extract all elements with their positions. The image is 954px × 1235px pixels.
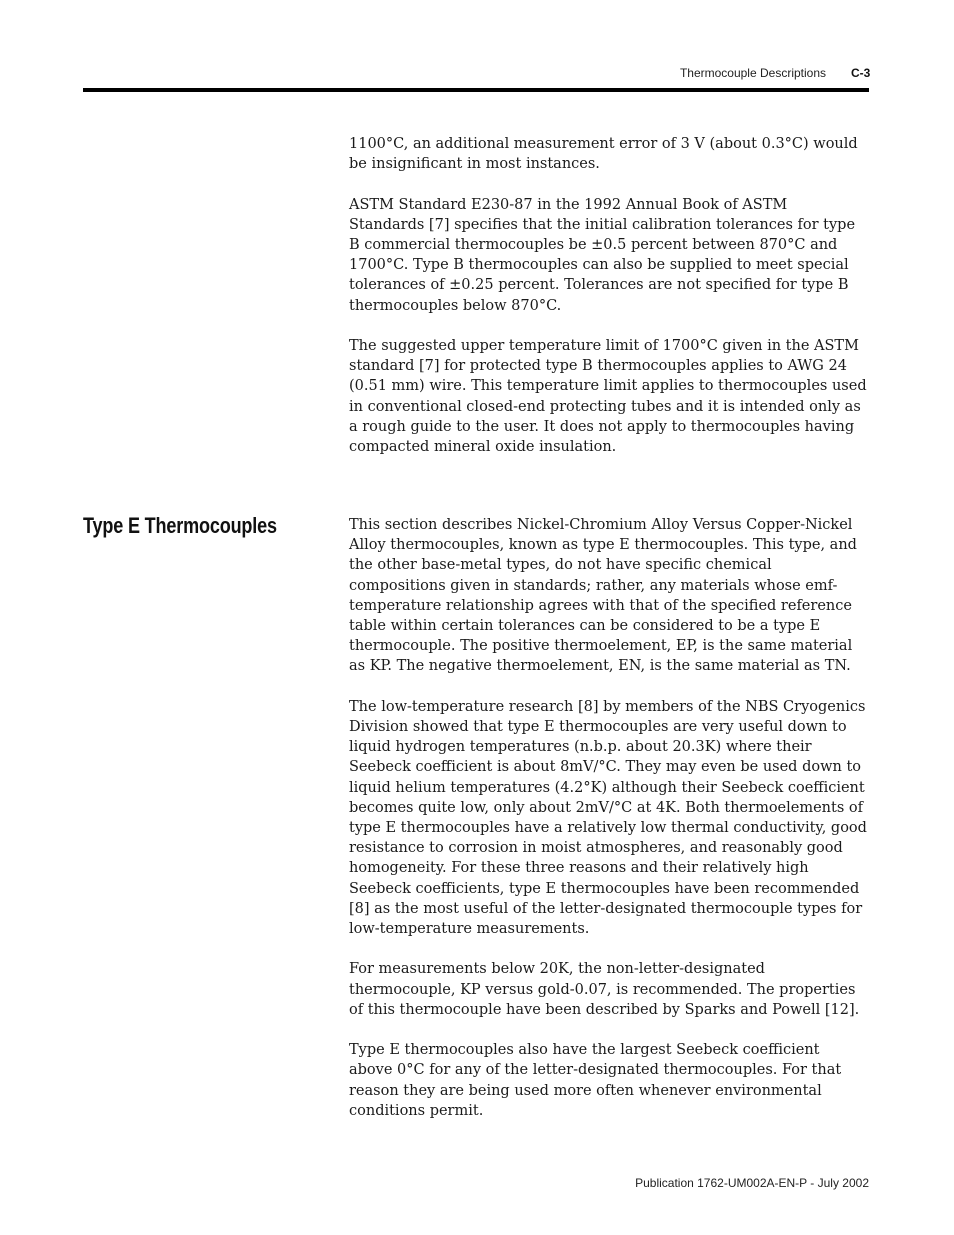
intro-paragraph-3: The suggested upper temperature limit of 1700°C given in the ASTM standard [7] for protected type B thermocouples applies to AWG 24 (0.51 mm) wire. This temperature limit applies to thermocouples used in conventional closed-end protecting tubes and it is intended only as a rough guide to the user. It does not apply to thermocouples having compacted mineral oxide insulation. (349, 338, 867, 456)
page-number: C-3 (851, 66, 871, 80)
header-divider (83, 88, 869, 92)
section-paragraph-1: This section describes Nickel-Chromium Alloy Versus Copper-Nickel Alloy thermocouples, known as type E thermocouples. This type, and the other base-metal types, do not have specific chemical compositions given in standards; rather, any materials whose emf-temperature relationship agrees with that of the specified reference table within certain tolerances can be considered to be a type E thermocouple. The positive thermoelement, EP, is the same material as KP. The negative thermoelement, EN, is the same material as TN. (349, 517, 857, 675)
section-text-block (349, 515, 867, 1141)
intro-text-block (349, 134, 867, 477)
section-paragraph-3: For measurements below 20K, the non-letter-designated thermocouple, KP versus gold-0.07, is recommended. The properties of this thermocouple have been described by Sparks and Powell [12]. (349, 961, 860, 1018)
section-heading: Type E Thermocouples (83, 513, 277, 538)
section-paragraph-2: The low-temperature research [8] by members of the NBS Cryogenics Division showed that type E thermocouples are very useful down to liquid hydrogen temperatures (n.b.p. about 20.3K) where their Seebeck coefficient is about 8mV/°C. They may even be used down to liquid helium temperatures (4.2°K) although their Seebeck coefficient becomes quite low, only about 2mV/°C at 4K. Both thermoelements of type E thermocouples have a relatively low thermal conductivity, good resistance to corrosion in moist atmospheres, and reasonably good homogeneity. For these three reasons and their relatively high Seebeck coefficients, type E thermocouples have been recommended [8] as the most useful of the letter-designated thermocouple types for low-temperature measurements. (349, 698, 867, 938)
running-header-title: Thermocouple Descriptions (679, 66, 826, 80)
intro-paragraph-1: 1100°C, an additional measurement error of 3 V (about 0.3°C) would be insignificant in most instances. (349, 136, 858, 173)
publication-footer: Publication 1762-UM002A-EN-P - July 2002 (635, 1176, 869, 1190)
intro-paragraph-2: ASTM Standard E230-87 in the 1992 Annual Book of ASTM Standards [7] specifies that the initial calibration tolerances for type B commercial thermocouples be ±0.5 percent between 870°C and 1700°C. Type B thermocouples can also be supplied to meet special tolerances of ±0.25 percent. Tolerances are not specified for type B thermocouples below 870°C. (349, 196, 856, 314)
section-paragraph-4: Type E thermocouples also have the largest Seebeck coefficient above 0°C for any of the letter-designated thermocouples. For that reason they are being used more often whenever environmental conditions permit. (349, 1042, 842, 1119)
